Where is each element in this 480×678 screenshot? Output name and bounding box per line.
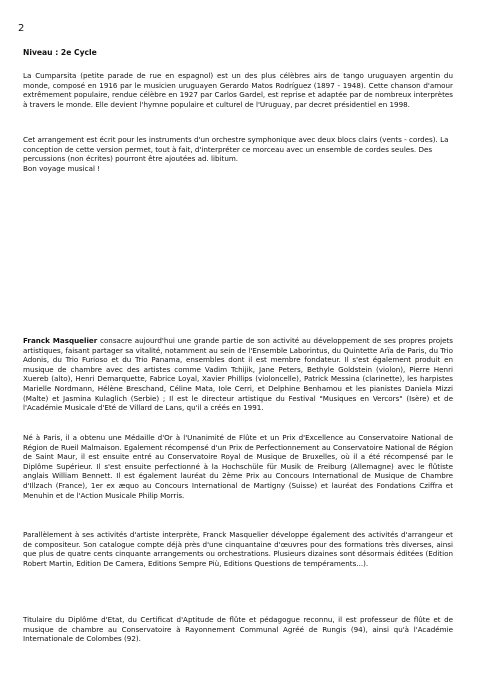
author-name: Franck Masquelier [23,336,98,345]
arrangement-text: Cet arrangement est écrit pour les instruments d'un orchestre symphonique avec deux blocs clairs (vents - cordes). La conception de cette version permet, tout à fait, d'interpréter ce morceau avec un ensemble de cordes seules. Des percussions (non écrites) pourront être ajoutées ad. libitum. [23,135,449,164]
page-number: 2 [18,23,25,34]
bio-text-1: consacre aujourd'hui une grande partie de son activité au développement de ses propres projets artistiques, faisant partager sa vitalité, notamment au sein de l'Ensemble Laborintus, du Quintette Arïa de Paris, du Trio Adonis, du Trio Furioso et du Trio Panama, ensembles dont il est membre fondateur. Il s'est également produit en musique de chambre avec des artistes comme Vadim Tchijik, Jane Peters, Bethyle Goldstein (violon), Pierre Henri Xuereb (alto), Henri Demarquette, Fabrice Loyal, Xavier Phillips (violoncelle), Patrick Messina (clarinette), les harpistes Marielle Nordmann, Hélène Breschand, Céline Mata, Iole Cerri, et Delphine Benhamou et les pianistes Daniela Mizzi (Malte) et Jasmina Kulaglich (Serbie) ; Il est le directeur artistique du Festival "Musiques en Vercors" (Isère) et de l'Académie Musicale d'Eté de Villard de Lans, qu'il a créés en 1991. [23,336,453,413]
bio-paragraph-1 [23,336,453,413]
farewell-text: Bon voyage musical ! [23,163,101,173]
bio-paragraph-2: Né à Paris, il a obtenu une Médaille d'Or à l'Unanimité de Flûte et un Prix d'Excellence au Conservatoire National de Région de Rueil Malmaison. Egalement récompensé d'un Prix de Perfectionnement au Conservatoire National de Région de Saint Maur, il est ensuite entré au Conservatoire Royal de Musique de Bruxelles, où il a été récompensé par le Diplôme Supérieur. Il s'est ensuite perfectionné à la Hochschüle für Musik de Freiburg (Allemagne) avec le flûtiste anglais William Bennett. Il est également lauréat du 2ème Prix au Concours International de Musique de Chambre d'Illzach (France), 1er ex æquo au Concours International de Martigny (Suisse) et lauréat des Fondations Cziffra et Menuhin et de l'Action Musicale Philip Morris. [23,433,453,500]
arrangement-paragraph [23,135,453,173]
intro-paragraph: La Cumparsita (petite parade de rue en espagnol) est un des plus célèbres airs de tango uruguayen argentin du monde, composé en 1916 par le musicien uruguayen Gerardo Matos Rodríguez (1897 - 1948). Cette chanson d'amour extrêmement populaire, rendue célèbre en 1927 par Carlos Gardel, est reprise et adaptée par de nombreux interprètes à travers le monde. Elle devient l'hymne populaire et culturel de l'Uruguay, par decret présidentiel en 1998. [23,71,453,109]
level-heading: Niveau : 2e Cycle [23,48,97,57]
bio-paragraph-4: Titulaire du Diplôme d'Etat, du Certificat d'Aptitude de flûte et pédagogue reconnu, il est professeur de flûte et de musique de chambre au Conservatoire à Rayonnement Communal Agréé de Rungis (94), ainsi qu'à l'Académie Internationale de Colombes (92). [23,615,453,644]
bio-paragraph-3: Parallèlement à ses activités d'artiste interprète, Franck Masquelier développe également des activités d'arrangeur et de compositeur. Son catalogue compte déjà près d'une cinquantaine d'œuvres pour des formations très diverses, ainsi que plus de quatre cents cinquante arrangements ou orchestrations. Plusieurs dizaines sont désormais éditées (Edition Robert Martin, Edition De Camera, Editions Sempre Più, Editions Questions de tempéraments...). [23,530,453,568]
